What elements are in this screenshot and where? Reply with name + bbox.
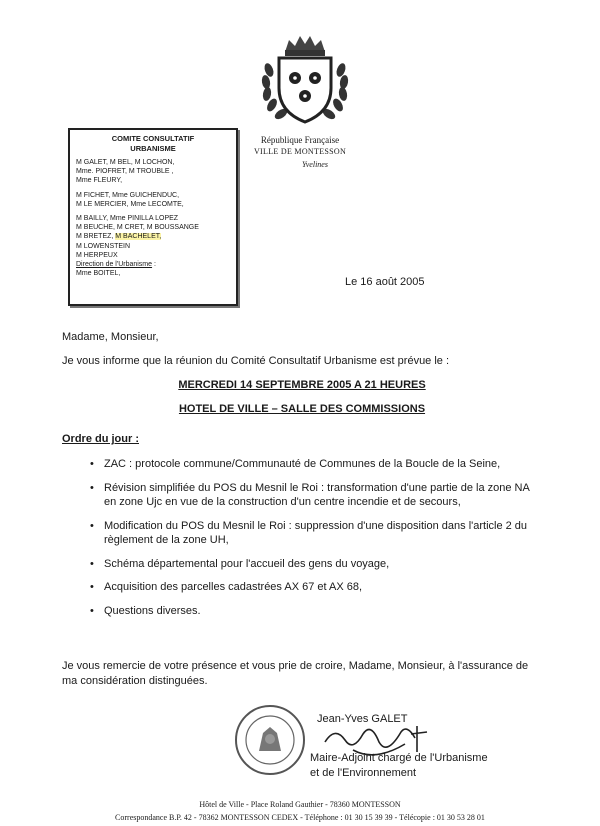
recipients-box: [68, 128, 238, 306]
footer-contact: Correspondance B.P. 42 - 78362 MONTESSON CEDEX - Téléphone : 01 30 15 39 39 - Télécopie : 01 30 53 28 01: [115, 813, 485, 822]
recipients-group-2: M FICHET, Mme GUICHENDUC, M LE MERCIER, Mme LECOMTE,: [76, 191, 184, 208]
direction-label: Direction de l'Urbanisme: [76, 261, 153, 269]
recipients-title: COMITE CONSULTATIF URBANISME: [111, 134, 195, 153]
meeting-datetime: MERCREDI 14 SEPTEMBRE 2005 A 21 HEURES: [178, 379, 426, 391]
department-name: Yvelines: [302, 160, 328, 169]
agenda-list: [90, 457, 530, 627]
recipients-group-1: M GALET, M BEL, M LOCHON, Mme. PIOFRET, M TROUBLE , Mme FLEURY,: [76, 159, 175, 185]
agenda-item: • Schéma départemental pour l'accueil des gens du voyage,: [90, 557, 530, 572]
highlighted-name: M BACHELET,: [115, 233, 162, 241]
city-crest-logo: [255, 30, 355, 130]
intro-paragraph: Je vous informe que la réunion du Comité Consultatif Urbanisme est prévue le :: [62, 355, 450, 367]
agenda-item: • Révision simplifiée du POS du Mesnil le Roi : transformation d'une partie de la zone NA en zone Ujc en vue de la construction d'un centre incendie et de secours,: [90, 481, 530, 510]
city-header: [230, 134, 370, 172]
footer-address: Hôtel de Ville - Place Roland Gauthier - 78360 MONTESSON: [199, 800, 401, 809]
city-name: VILLE DE MONTESSON: [253, 147, 347, 156]
closing-paragraph: Je vous remercie de votre présence et vous prie de croire, Madame, Monsieur, à l'assurance de ma considération distinguées.: [62, 660, 529, 687]
agenda-item: • Modification du POS du Mesnil le Roi : suppression d'une disposition dans l'article 2 du règlement de la zone UH,: [90, 519, 530, 548]
signer-title: Maire-Adjoint chargé de l'Urbanisme et de l'Environnement: [310, 752, 488, 779]
agenda-item: • Acquisition des parcelles cadastrées AX 67 et AX 68,: [90, 580, 530, 595]
recipients-group-3: M BAILLY, Mme PINILLA LOPEZ M BEUCHE, M CRET, M BOUSSANGE M BRETEZ, M BACHELET, M LOWENSTEIN M HERPEUX Direction de l'Urbanisme : Mme BOITEL,: [76, 215, 199, 278]
agenda-title: Ordre du jour :: [62, 433, 139, 445]
salutation: Madame, Monsieur,: [62, 331, 159, 343]
letter-date: Le 16 août 2005: [345, 276, 425, 288]
official-stamp: [233, 703, 307, 777]
agenda-item: • ZAC : protocole commune/Communauté de Communes de la Boucle de la Seine,: [90, 457, 530, 472]
meeting-location: HOTEL DE VILLE – SALLE DES COMMISSIONS: [178, 403, 426, 415]
signer-name: Jean-Yves GALET: [317, 713, 408, 725]
republic-label: République Française: [260, 135, 340, 145]
agenda-item: • Questions diverses.: [90, 604, 530, 619]
